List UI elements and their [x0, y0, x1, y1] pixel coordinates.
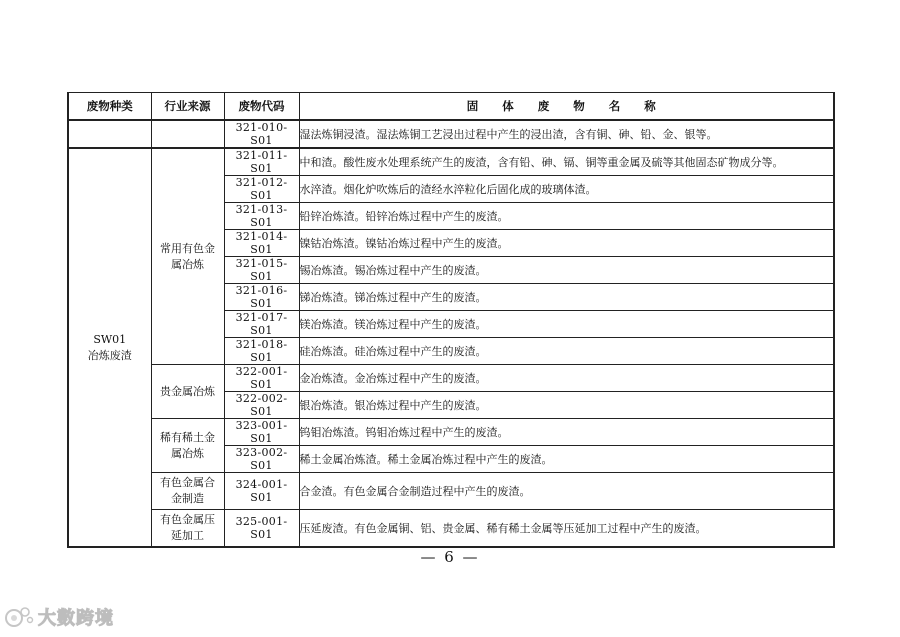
- waste-code: 321-018-S01: [224, 338, 299, 365]
- category-cell: SW01 冶炼废渣: [68, 148, 151, 547]
- waste-description: 合金渣。有色金属合金制造过程中产生的废渣。: [299, 473, 834, 510]
- waste-description: 稀土金属冶炼渣。稀土金属冶炼过程中产生的废渣。: [299, 446, 834, 473]
- waste-code: 321-013-S01: [224, 203, 299, 230]
- table-row: [68, 120, 834, 148]
- solid-waste-table: [67, 92, 835, 548]
- table-row: [68, 148, 834, 176]
- header-name: 固 体 废 物 名 称: [299, 93, 834, 121]
- waste-description: 铅锌冶炼渣。铅锌冶炼过程中产生的废渣。: [299, 203, 834, 230]
- industry-cell: 稀有稀土金 属冶炼: [151, 419, 224, 473]
- waste-code: 321-016-S01: [224, 284, 299, 311]
- waste-description: 水淬渣。烟化炉吹炼后的渣经水淬粒化后固化成的玻璃体渣。: [299, 176, 834, 203]
- waste-description: 钨钼冶炼渣。钨钼冶炼过程中产生的废渣。: [299, 419, 834, 446]
- waste-code: 321-012-S01: [224, 176, 299, 203]
- table-row: [68, 419, 834, 446]
- waste-description: 硅冶炼渣。硅冶炼过程中产生的废渣。: [299, 338, 834, 365]
- industry-cell-empty: [151, 120, 224, 148]
- waste-code: 323-001-S01: [224, 419, 299, 446]
- waste-description: 银冶炼渣。银冶炼过程中产生的废渣。: [299, 392, 834, 419]
- waste-description: 中和渣。酸性废水处理系统产生的废渣，含有铅、砷、镉、铜等重金属及硫等其他固态矿物成分等。: [299, 148, 834, 176]
- waste-code: 321-015-S01: [224, 257, 299, 284]
- waste-description: 金冶炼渣。金冶炼过程中产生的废渣。: [299, 365, 834, 392]
- waste-description: 镍钴冶炼渣。镍钴冶炼过程中产生的废渣。: [299, 230, 834, 257]
- industry-cell: 常用有色金 属冶炼: [151, 148, 224, 365]
- waste-description: 镁冶炼渣。镁冶炼过程中产生的废渣。: [299, 311, 834, 338]
- header-category: 废物种类: [68, 93, 151, 121]
- watermark: [4, 604, 114, 630]
- waste-code: 323-002-S01: [224, 446, 299, 473]
- header-industry: 行业来源: [151, 93, 224, 121]
- waste-description: 锑冶炼渣。锑冶炼过程中产生的废渣。: [299, 284, 834, 311]
- waste-description: 压延废渣。有色金属铜、铝、贵金属、稀有稀土金属等压延加工过程中产生的废渣。: [299, 510, 834, 548]
- waste-code: 321-014-S01: [224, 230, 299, 257]
- waste-code: 321-010-S01: [224, 120, 299, 148]
- table-body: [68, 120, 834, 547]
- page-number: — 6 —: [420, 548, 480, 566]
- waste-description: 锡冶炼渣。锡冶炼过程中产生的废渣。: [299, 257, 834, 284]
- waste-code: 325-001-S01: [224, 510, 299, 548]
- waste-code: 322-002-S01: [224, 392, 299, 419]
- header-code: 废物代码: [224, 93, 299, 121]
- industry-cell: 有色金属合 金制造: [151, 473, 224, 510]
- table-row: [68, 473, 834, 510]
- industry-cell: 贵金属冶炼: [151, 365, 224, 419]
- category-cell-empty: [68, 120, 151, 148]
- waste-code: 321-011-S01: [224, 148, 299, 176]
- table-header: [68, 93, 834, 121]
- watermark-text: 大數跨境: [38, 608, 114, 629]
- waste-code: 321-017-S01: [224, 311, 299, 338]
- industry-cell: 有色金属压 延加工: [151, 510, 224, 548]
- brand-logo-icon: [4, 605, 34, 629]
- waste-code: 324-001-S01: [224, 473, 299, 510]
- waste-description: 湿法炼铜浸渣。湿法炼铜工艺浸出过程中产生的浸出渣，含有铜、砷、铅、金、银等。: [299, 120, 834, 148]
- table-row: [68, 365, 834, 392]
- waste-code: 322-001-S01: [224, 365, 299, 392]
- table-row: [68, 510, 834, 548]
